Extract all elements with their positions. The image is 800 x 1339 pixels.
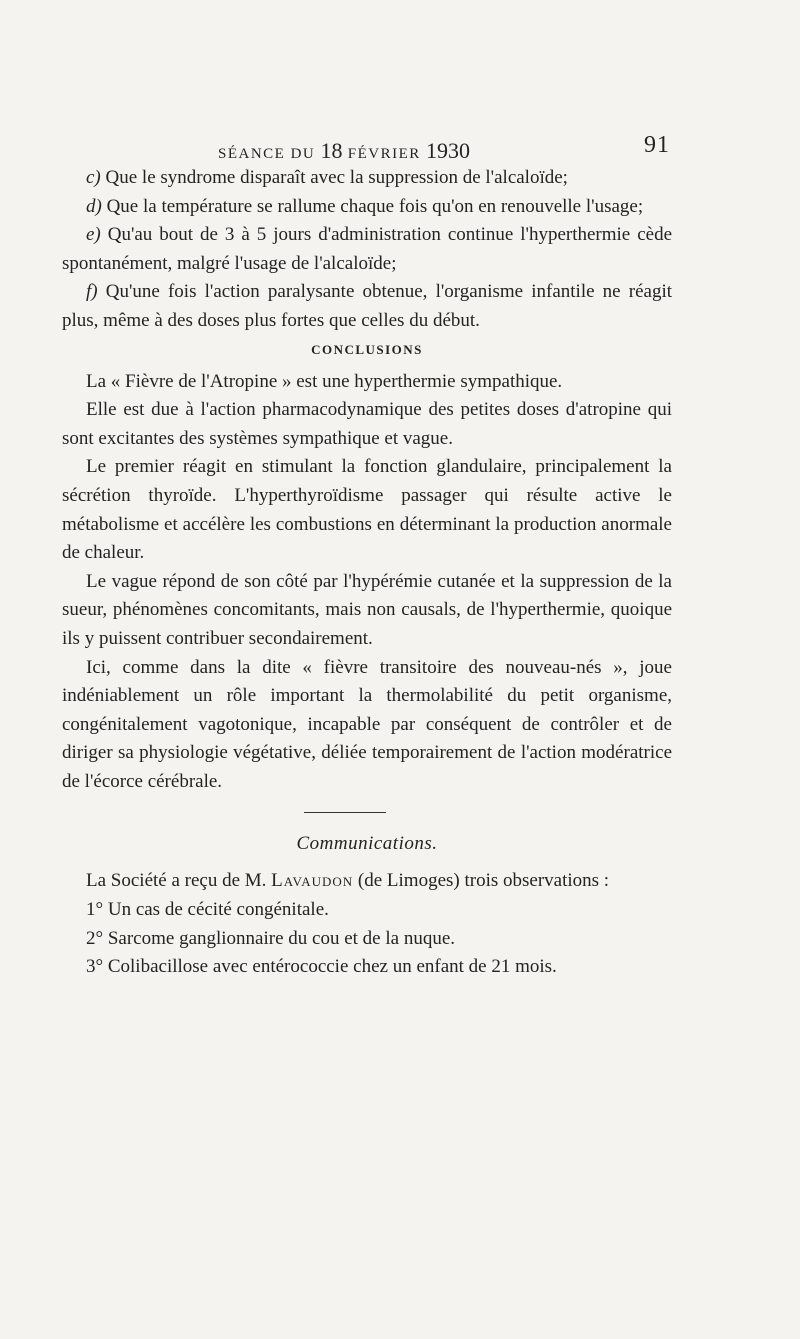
finding-label: c): [86, 167, 101, 188]
communications-section: [62, 867, 672, 981]
communications-intro: [62, 867, 672, 896]
observation-item: 1° Un cas de cécité congénitale.: [86, 899, 329, 921]
journal-page: [62, 130, 672, 982]
conclusions-heading: CONCLUSIONS: [311, 341, 423, 357]
conclusion-paragraph: Elle est due à l'action pharmacodynamique des petites doses d'atropine qui sont excitantes des systèmes sympathique et vague.: [62, 399, 672, 449]
finding-label: d): [86, 195, 102, 217]
observation-item: 2° Sarcome ganglionnaire du cou et de la nuque.: [86, 927, 456, 949]
finding-text: Que la température se rallume chaque fois qu'on en renouvelle l'usage;: [101, 195, 644, 217]
finding-e: [62, 221, 672, 278]
communications-heading: Communications.: [296, 833, 438, 855]
finding-text: Que le syndrome disparaît avec la suppression de l'alcaloïde;: [100, 167, 568, 188]
findings-list: [62, 164, 672, 336]
finding-c: [62, 164, 672, 193]
finding-text: Qu'une fois l'action paralysante obtenue, l'organisme infantile ne réagit plus, même à des doses plus fortes que celles du début.: [62, 281, 672, 331]
conclusion-paragraph: La « Fièvre de l'Atropine » est une hyperthermie sympathique.: [86, 370, 563, 392]
communications-intro-end: (de Limoges) trois observations :: [353, 870, 610, 892]
observation-item: 3° Colibacillose avec entérococcie chez un enfant de 21 mois.: [86, 956, 557, 978]
finding-label: e): [86, 224, 101, 246]
finding-d: [62, 193, 672, 222]
page-number: 91: [644, 132, 670, 158]
running-head-seance: SÉANCE DU: [218, 146, 321, 162]
running-head-year: 1930: [426, 138, 471, 163]
conclusions-section: [62, 368, 672, 797]
author-name: Lavaudon: [271, 870, 354, 892]
communications-intro-start: La Société a reçu de M.: [86, 870, 272, 892]
conclusion-paragraph: Ici, comme dans la dite « fièvre transitoire des nouveau-nés », joue indéniablement un rôle important la thermolabilité du petit organisme, congénitalement vagotonique, incapable par conséquent de contrôler et de diriger sa physiologie végétative, déliée temporairement de l'action modératrice de l'écorce cérébrale.: [62, 656, 672, 792]
section-divider: [304, 812, 386, 813]
page-header: [62, 130, 672, 164]
running-head-month: FÉVRIER: [342, 146, 427, 162]
conclusion-paragraph: Le premier réagit en stimulant la fonction glandulaire, principalement la sécrétion thyroïde. L'hyperthyroïdisme passager qui résulte active le métabolisme et accélère les combustions en déterminant la production anormale de chaleur.: [62, 456, 672, 564]
conclusion-paragraph: Le vague répond de son côté par l'hypérémie cutanée et la suppression de la sueur, phénomènes concomitants, mais non causals, de l'hyperthermie, quoique ils y puissent contribuer secondairement.: [62, 570, 672, 649]
finding-text: Qu'au bout de 3 à 5 jours d'administration continue l'hyperthermie cède spontanément, malgré l'usage de l'alcaloïde;: [62, 224, 672, 274]
finding-f: [62, 278, 672, 335]
running-head: [218, 138, 470, 164]
finding-label: f): [86, 281, 98, 303]
running-head-day: 18: [320, 138, 343, 163]
